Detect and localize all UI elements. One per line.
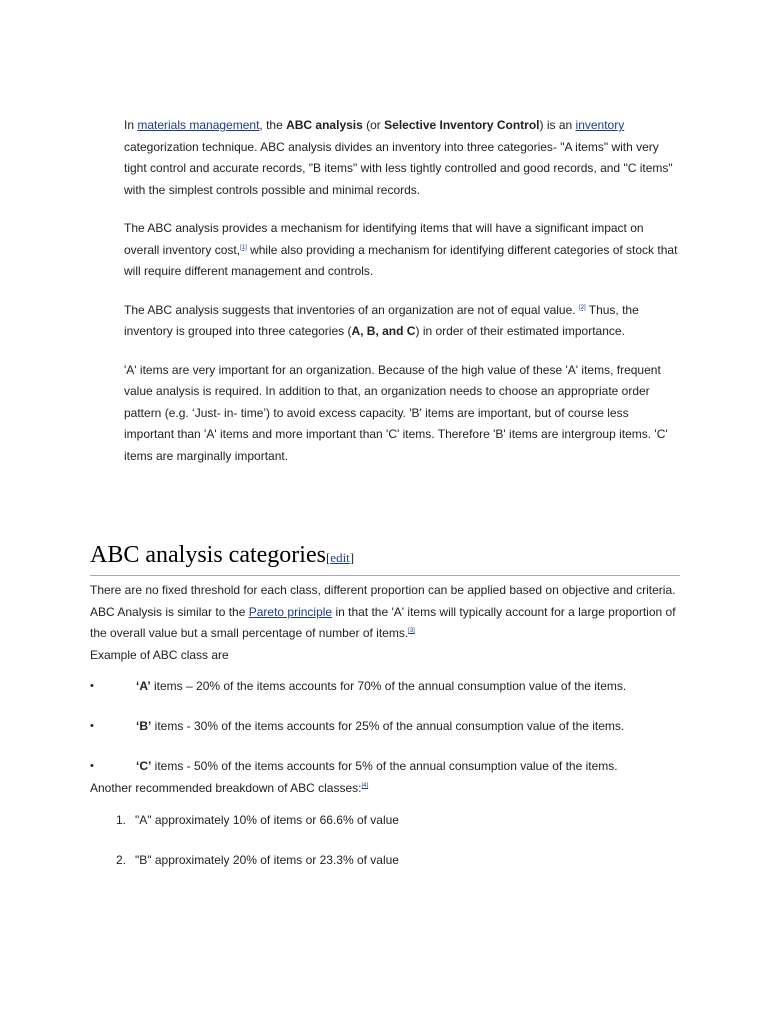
list-number: 1. [116,812,127,827]
text: in that the 'A' items will typically account for a large proportion of the overall value but a small percentage of number of items. [90,604,676,640]
section-paragraph-2: Example of ABC class are [90,647,229,662]
pareto-principle-link[interactable]: Pareto principle [248,604,333,619]
list-item-text: "B" approximately 20% of items or 23.3% of value [135,852,399,867]
bullet-marker: • [90,720,94,732]
list-item [90,840,680,880]
reference-link-2[interactable]: [2] [578,304,586,311]
bold-term-selective-inventory-control: Selective Inventory Control [384,118,540,132]
reference-link-3[interactable]: [3] [408,628,415,634]
text: There are no fixed threshold for each class, different proportion can be applied based on objective and criteria. ABC Analysis is similar to the [90,583,676,619]
text: (or [362,118,385,132]
intro-section [124,115,680,484]
text: items - 50% of the items accounts for 5% of the annual consumption value of the items. [151,759,618,773]
abc-categories-section [90,538,680,880]
intro-paragraph-2 [124,218,680,283]
section-heading [90,538,680,576]
text: ) in order of their estimated importance. [415,324,625,338]
list-item [90,706,680,746]
bullet-marker: • [90,680,94,692]
list-number: 2. [116,852,127,867]
class-label-c: ‘C’ [136,759,152,773]
text: items – 20% of the items accounts for 70% of the annual consumption value of the items. [150,679,627,693]
bold-term-abc-analysis: ABC analysis [286,118,363,132]
text: ) is an [539,118,576,132]
text: , the [259,118,287,132]
reference-link-1[interactable]: [1] [240,244,247,251]
bold-term-abc: A, B, and C [351,324,416,338]
edit-link[interactable]: edit [330,550,350,565]
list-item-text [136,666,626,706]
text: categorization technique. ABC analysis divides an inventory into three categories- "A items" with very tight control and accurate records, "B items" with less tightly controlled and good records, and "C items" with the simplest controls possible and minimal records. [124,139,673,197]
edit-bracket-open: [ [325,550,331,565]
text: The ABC analysis provides a mechanism for identifying items that will have a significant impact on overall inventory cost, [124,221,644,257]
intro-paragraph-4: 'A' items are very important for an organization. Because of the high value of these 'A' items, frequent value analysis is required. In addition to that, an organization needs to choose an appropriate order pattern (e.g. ‘Just- in- time’) to avoid excess capacity. 'B' items are important, but of course less important than 'A' items and more important than 'C' items. Therefore 'B' items are intergroup items. 'C' items are marginally important. [124,362,668,463]
section-heading-text: ABC analysis categories [90,542,326,568]
text: The ABC analysis suggests that inventories of an organization are not of equal value. [124,302,579,317]
text: Another recommended breakdown of ABC classes: [90,781,362,795]
text: while also providing a mechanism for identifying different categories of stock that will require different management and controls. [124,242,678,278]
list-item-text [136,706,624,746]
list-item [90,666,680,706]
list-item-text [136,746,618,786]
text: items - 30% of the items accounts for 25% of the annual consumption value of the items. [151,719,625,733]
list-item [90,746,680,786]
text: Thus, the inventory is grouped into three categories ( [124,302,639,338]
reference-link-4[interactable]: [4] [361,783,369,789]
abc-class-list [90,666,680,786]
edit-bracket-close: ] [349,550,355,565]
class-label-a: ‘A’ [136,679,151,693]
intro-paragraph-3 [124,300,680,343]
text: In [124,118,138,132]
inventory-link[interactable]: inventory [575,118,625,132]
list-item-text: "A" approximately 10% of items or 66.6% of value [135,812,399,827]
bullet-marker: • [90,760,94,772]
edit-section [326,550,354,565]
list-item [90,800,680,840]
breakdown-list [90,800,680,880]
class-label-b: ‘B’ [136,719,152,733]
materials-management-link[interactable]: materials management [137,118,260,132]
intro-paragraph-1 [124,115,680,201]
section-paragraph-1 [90,580,680,645]
